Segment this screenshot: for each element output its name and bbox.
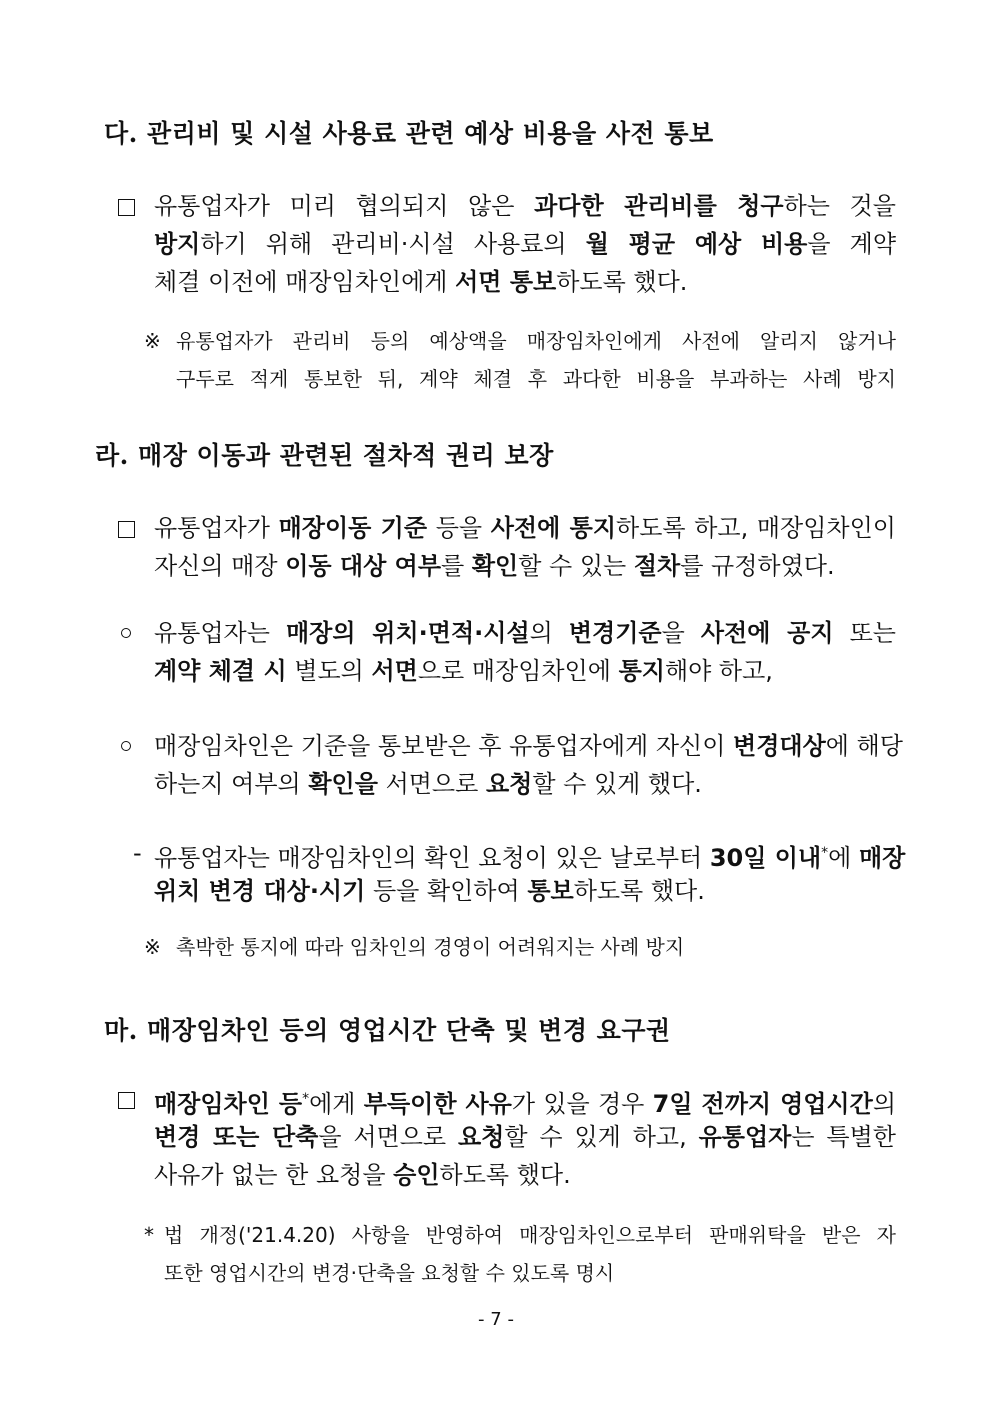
emphasis-text: 승인 bbox=[393, 1161, 440, 1189]
body-text: 등을 확인하여 bbox=[365, 877, 528, 905]
text-line bbox=[154, 263, 896, 301]
emphasis-text: 매장 bbox=[858, 844, 906, 872]
emphasis-text: 과다한 관리비를 청구 bbox=[534, 192, 784, 220]
section-heading-ra: 라. 매장 이동과 관련된 절차적 권리 보장 bbox=[95, 441, 554, 470]
body-text: 하는 것을 bbox=[783, 192, 896, 220]
emphasis-text: 매장임차인 등 bbox=[154, 1090, 303, 1118]
text-line bbox=[154, 872, 896, 910]
emphasis-text: 유통업자 bbox=[698, 1123, 792, 1151]
emphasis-text: 통보 bbox=[527, 877, 574, 905]
body-text: 에 bbox=[828, 844, 859, 872]
bullet-item bbox=[118, 509, 896, 585]
body-text: 를 bbox=[441, 552, 472, 580]
text-line bbox=[154, 1080, 896, 1118]
emphasis-text: 사전에 통지 bbox=[490, 514, 617, 542]
note-line: 법 개정('21.4.20) 사항을 반영하여 매장임차인으로부터 판매위탁을 받은 자 bbox=[164, 1223, 896, 1247]
circle-item bbox=[121, 614, 896, 690]
body-text: 을 bbox=[661, 619, 701, 647]
emphasis-text: 요청 bbox=[458, 1123, 505, 1151]
body-text: 유통업자는 bbox=[154, 619, 286, 647]
emphasis-text: 변경 또는 단축 bbox=[154, 1123, 319, 1151]
footnote-mark: * bbox=[144, 1223, 154, 1247]
emphasis-text: 서면 bbox=[371, 657, 418, 685]
dash-mark: - bbox=[133, 839, 142, 867]
body-text: 자신의 매장 bbox=[154, 552, 286, 580]
body-text: 사유가 없는 한 요청을 bbox=[154, 1161, 394, 1189]
body-text: 체결 이전에 매장임차인에게 bbox=[154, 268, 456, 296]
emphasis-text: 이동 대상 여부 bbox=[285, 552, 442, 580]
body-text: 해야 하고, bbox=[664, 657, 773, 685]
note-mark: ※ bbox=[144, 935, 161, 959]
emphasis-text: 위치 변경 대상·시기 bbox=[154, 877, 366, 905]
circle-item bbox=[121, 727, 903, 803]
emphasis-text: 변경기준 bbox=[568, 619, 662, 647]
text-line bbox=[154, 509, 896, 547]
note-line: 유통업자가 관리비 등의 예상액을 매장임차인에게 사전에 알리지 않거나 bbox=[176, 329, 896, 353]
body-text: 하도록 하고, 매장임차인이 bbox=[616, 514, 896, 542]
body-text: 별도의 bbox=[286, 657, 372, 685]
reference-note bbox=[144, 324, 896, 394]
dash-item bbox=[133, 834, 906, 910]
body-text: 를 규정하였다. bbox=[680, 552, 835, 580]
body-text: 하기 위해 관리비·시설 사용료의 bbox=[200, 230, 586, 258]
body-text: 으로 매장임차인에 bbox=[417, 657, 619, 685]
emphasis-text: 요청 bbox=[485, 770, 533, 798]
body-text: 을 서면으로 bbox=[318, 1123, 458, 1151]
emphasis-text: 30일 이내 bbox=[709, 844, 822, 872]
body-text: 할 수 있게 하고, bbox=[504, 1123, 699, 1151]
body-text: 을 계약 bbox=[807, 230, 896, 258]
body-text: 하도록 했다. bbox=[439, 1161, 571, 1189]
page-number: - 7 - bbox=[478, 1309, 514, 1330]
footnote bbox=[144, 1218, 896, 1288]
text-line bbox=[154, 1156, 896, 1194]
reference-note bbox=[144, 930, 896, 964]
text-line bbox=[154, 1118, 896, 1156]
body-text: 가 있을 경우 bbox=[511, 1090, 653, 1118]
text-line bbox=[154, 834, 906, 872]
circle-bullet-icon bbox=[121, 727, 131, 765]
text-line bbox=[154, 727, 903, 765]
checkbox-bullet-icon bbox=[118, 509, 135, 547]
body-text: 매장임차인은 기준을 통보받은 후 유통업자에게 자신이 bbox=[154, 732, 734, 760]
section-heading-ma: 마. 매장임차인 등의 영업시간 단축 및 변경 요구권 bbox=[104, 1016, 671, 1045]
note-line: 구두로 적게 통보한 뒤, 계약 체결 후 과다한 비용을 부과하는 사례 방지 bbox=[176, 367, 896, 391]
emphasis-text: 매장의 위치·면적·시설 bbox=[285, 619, 530, 647]
emphasis-text: * bbox=[821, 845, 829, 861]
text-line bbox=[154, 187, 896, 225]
emphasis-text: 변경대상 bbox=[733, 732, 826, 760]
circle-bullet-icon bbox=[121, 614, 131, 652]
emphasis-text: 확인을 bbox=[308, 770, 378, 798]
emphasis-text: 매장이동 기준 bbox=[278, 514, 428, 542]
emphasis-text: * bbox=[302, 1091, 310, 1107]
emphasis-text: 계약 체결 시 bbox=[154, 657, 287, 685]
section-heading-da: 다. 관리비 및 시설 사용료 관련 예상 비용을 사전 통보 bbox=[104, 119, 714, 148]
body-text: 에게 bbox=[309, 1090, 364, 1118]
note-mark: ※ bbox=[144, 329, 161, 353]
emphasis-text: 사전에 공지 bbox=[700, 619, 834, 647]
body-text: 하도록 했다. bbox=[573, 877, 705, 905]
emphasis-text: 통지 bbox=[618, 657, 665, 685]
emphasis-text: 방지 bbox=[154, 230, 201, 258]
bullet-item bbox=[118, 187, 896, 301]
emphasis-text: 월 평균 예상 비용 bbox=[585, 230, 808, 258]
note-line: 또한 영업시간의 변경·단축을 요청할 수 있도록 명시 bbox=[164, 1261, 615, 1285]
text-line bbox=[154, 614, 896, 652]
body-text: 의 bbox=[529, 619, 569, 647]
body-text: 하도록 했다. bbox=[556, 268, 688, 296]
body-text: 는 특별한 bbox=[791, 1123, 896, 1151]
text-line bbox=[154, 547, 896, 585]
checkbox-bullet-icon bbox=[118, 187, 135, 225]
body-text: 등을 bbox=[427, 514, 491, 542]
bullet-item bbox=[118, 1080, 896, 1194]
emphasis-text: 부득이한 사유 bbox=[363, 1090, 512, 1118]
body-text: 에 해당 bbox=[825, 732, 903, 760]
checkbox-bullet-icon bbox=[118, 1080, 135, 1118]
body-text: 또는 bbox=[833, 619, 896, 647]
body-text: 할 수 있게 했다. bbox=[532, 770, 702, 798]
text-line bbox=[154, 765, 896, 803]
text-line bbox=[154, 225, 896, 263]
emphasis-text: 확인 bbox=[471, 552, 519, 580]
emphasis-text: 서면 통보 bbox=[455, 268, 557, 296]
text-line bbox=[154, 652, 896, 690]
emphasis-text: 7일 전까지 영업시간 bbox=[652, 1090, 873, 1118]
body-text: 할 수 있는 bbox=[518, 552, 634, 580]
body-text: 유통업자가 미리 협의되지 않은 bbox=[154, 192, 535, 220]
body-text: 유통업자가 bbox=[154, 514, 279, 542]
body-text: 서면으로 bbox=[377, 770, 486, 798]
note-line: 촉박한 통지에 따라 임차인의 경영이 어려워지는 사례 방지 bbox=[176, 935, 685, 959]
body-text: 하는지 여부의 bbox=[154, 770, 309, 798]
body-text: 유통업자는 매장임차인의 확인 요청이 있은 날로부터 bbox=[154, 844, 710, 872]
body-text: 의 bbox=[872, 1090, 896, 1118]
emphasis-text: 절차 bbox=[633, 552, 681, 580]
